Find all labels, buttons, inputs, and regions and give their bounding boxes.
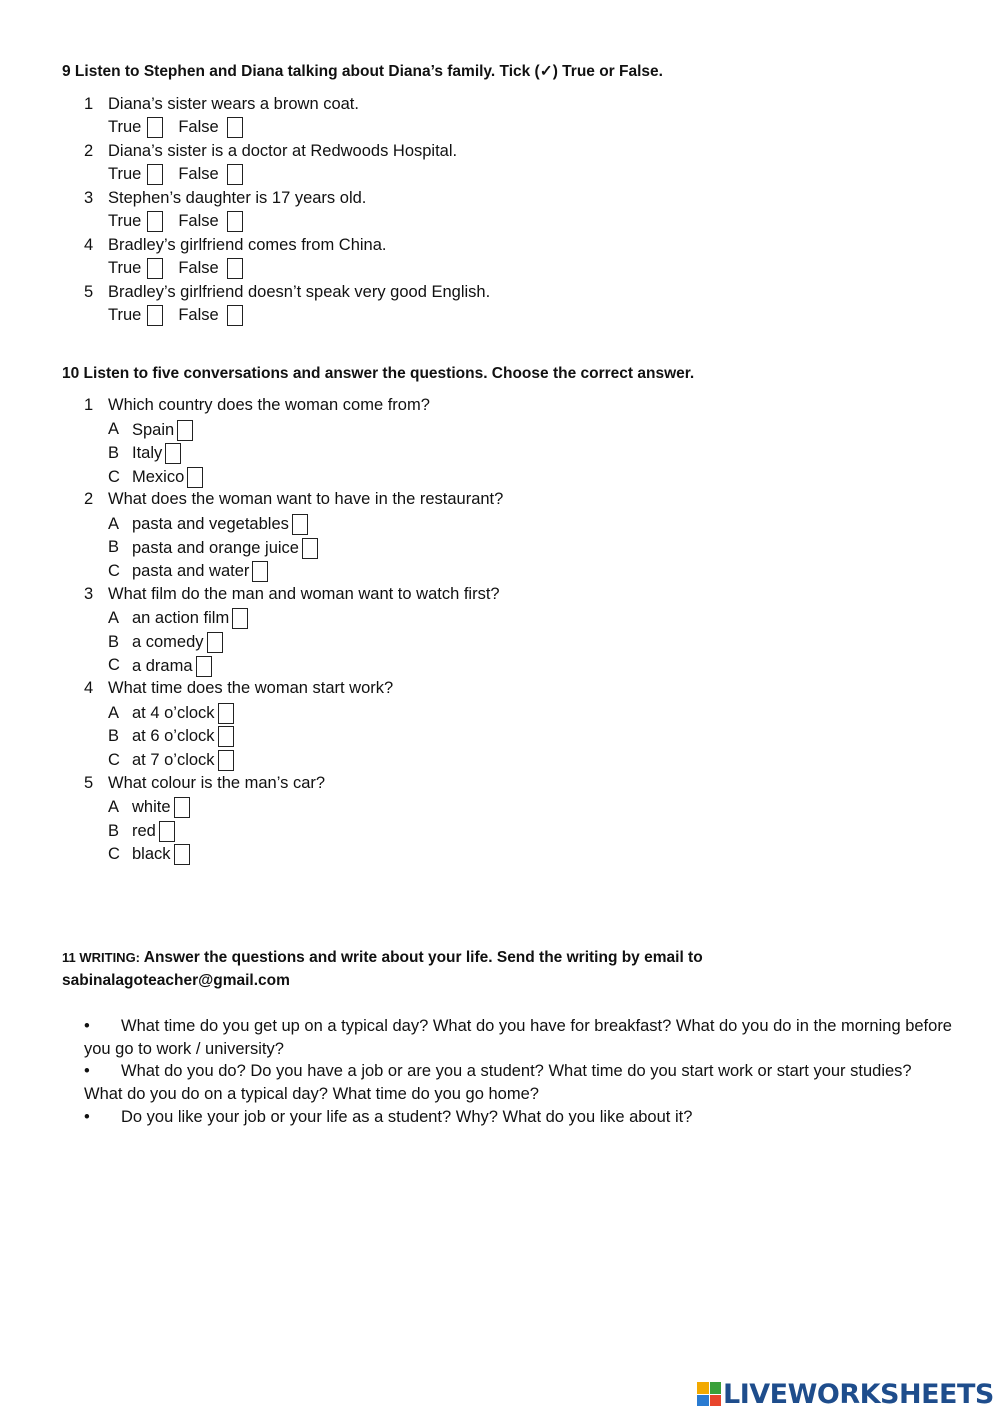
true-checkbox[interactable] bbox=[147, 305, 163, 326]
question-text: Bradley’s girlfriend doesn’t speak very good English. bbox=[108, 283, 491, 301]
bullet-text: What do you do? Do you have a job or are you a student? What time do you start work or start your studies? What do you do on a typical day? What time do you go home? bbox=[84, 1062, 912, 1103]
option-checkbox[interactable] bbox=[252, 561, 268, 582]
option-checkbox[interactable] bbox=[177, 420, 193, 441]
writing-instruction: Answer the questions and write about your life. Send the writing by email to bbox=[143, 949, 703, 966]
option-text: pasta and vegetables bbox=[132, 514, 289, 533]
logo-text: LIVEWORKSHEETS bbox=[723, 1378, 994, 1410]
false-label: False bbox=[178, 164, 219, 183]
answer-option bbox=[108, 632, 223, 653]
answer-option bbox=[108, 656, 212, 677]
question-text: What film do the man and woman want to watch first? bbox=[108, 584, 500, 603]
option-text: a comedy bbox=[132, 632, 204, 651]
liveworksheets-logo bbox=[697, 1379, 994, 1409]
question-number: 2 bbox=[84, 490, 94, 509]
option-checkbox[interactable] bbox=[207, 632, 223, 653]
option-letter: A bbox=[108, 420, 120, 439]
option-checkbox[interactable] bbox=[218, 703, 234, 724]
question-number: 1 bbox=[84, 396, 94, 414]
answer-option bbox=[108, 467, 203, 488]
question-number: 1 bbox=[84, 95, 94, 113]
option-letter: C bbox=[108, 467, 120, 486]
writing-bullet-item bbox=[84, 1060, 954, 1106]
option-text: pasta and water bbox=[132, 562, 250, 581]
option-text: black bbox=[132, 845, 171, 864]
false-checkbox[interactable] bbox=[227, 117, 243, 138]
option-text: at 6 o’clock bbox=[132, 727, 215, 746]
false-label: False bbox=[178, 117, 219, 136]
writing-bullet-item bbox=[84, 1015, 954, 1061]
answer-option bbox=[108, 538, 318, 559]
question-number: 4 bbox=[84, 236, 94, 254]
bullet-text: What time do you get up on a typical day? What do you have for breakfast? What do you do in the morning before you go to work / university? bbox=[84, 1017, 952, 1058]
true-label: True bbox=[108, 211, 142, 230]
option-checkbox[interactable] bbox=[174, 797, 190, 818]
option-text: an action film bbox=[132, 609, 230, 628]
false-checkbox[interactable] bbox=[227, 258, 243, 279]
false-label: False bbox=[178, 211, 219, 230]
true-false-row bbox=[108, 117, 243, 138]
true-checkbox[interactable] bbox=[147, 211, 163, 232]
option-letter: C bbox=[108, 845, 120, 864]
question-text: Diana’s sister wears a brown coat. bbox=[108, 95, 359, 113]
question-text: Which country does the woman come from? bbox=[108, 396, 430, 414]
question-text: What does the woman want to have in the restaurant? bbox=[108, 490, 504, 509]
false-checkbox[interactable] bbox=[227, 305, 243, 326]
option-checkbox[interactable] bbox=[165, 443, 181, 464]
option-checkbox[interactable] bbox=[196, 656, 212, 677]
option-text: white bbox=[132, 798, 171, 817]
answer-option bbox=[108, 750, 234, 771]
writing-bullet-item bbox=[84, 1106, 954, 1129]
true-checkbox[interactable] bbox=[147, 258, 163, 279]
section-10-heading: 10 Listen to five conversations and answer the questions. Choose the correct answer. bbox=[62, 365, 695, 382]
answer-option bbox=[108, 608, 248, 629]
writing-email: sabinalagoteacher@gmail.com bbox=[62, 972, 290, 989]
false-label: False bbox=[178, 305, 219, 324]
option-letter: B bbox=[108, 727, 120, 746]
option-checkbox[interactable] bbox=[174, 844, 190, 865]
question-text: What time does the woman start work? bbox=[108, 679, 394, 698]
question-number: 2 bbox=[84, 142, 94, 160]
question-text: Stephen’s daughter is 17 years old. bbox=[108, 189, 367, 207]
question-number: 3 bbox=[84, 584, 94, 603]
option-letter: A bbox=[108, 798, 120, 817]
option-letter: A bbox=[108, 703, 120, 722]
bullet-icon: • bbox=[84, 1017, 90, 1035]
true-false-row bbox=[108, 305, 243, 326]
option-text: red bbox=[132, 821, 156, 840]
section-9-heading: 9 Listen to Stephen and Diana talking about Diana’s family. Tick (✓) True or False. bbox=[62, 63, 663, 80]
option-text: Spain bbox=[132, 420, 175, 439]
question-text: Diana’s sister is a doctor at Redwoods Hospital. bbox=[108, 142, 458, 160]
question-number: 5 bbox=[84, 773, 94, 792]
answer-option bbox=[108, 514, 308, 535]
option-text: Italy bbox=[132, 444, 163, 463]
option-text: a drama bbox=[132, 656, 193, 675]
writing-label: 11 WRITING: bbox=[62, 950, 141, 965]
answer-option bbox=[108, 726, 234, 747]
option-letter: C bbox=[108, 656, 120, 675]
bullet-icon: • bbox=[84, 1062, 90, 1080]
true-checkbox[interactable] bbox=[147, 164, 163, 185]
logo-mark-icon bbox=[697, 1382, 721, 1406]
option-checkbox[interactable] bbox=[218, 750, 234, 771]
option-checkbox[interactable] bbox=[292, 514, 308, 535]
false-checkbox[interactable] bbox=[227, 211, 243, 232]
option-checkbox[interactable] bbox=[302, 538, 318, 559]
question-number: 3 bbox=[84, 189, 94, 207]
answer-option bbox=[108, 844, 190, 865]
bullet-icon: • bbox=[84, 1108, 90, 1126]
option-text: pasta and orange juice bbox=[132, 538, 299, 557]
answer-option bbox=[108, 420, 193, 441]
option-letter: A bbox=[108, 514, 120, 533]
question-text: Bradley’s girlfriend comes from China. bbox=[108, 236, 387, 254]
true-checkbox[interactable] bbox=[147, 117, 163, 138]
answer-option bbox=[108, 703, 234, 724]
option-text: at 4 o’clock bbox=[132, 703, 215, 722]
option-letter: B bbox=[108, 444, 120, 463]
option-checkbox[interactable] bbox=[232, 608, 248, 629]
option-checkbox[interactable] bbox=[187, 467, 203, 488]
true-label: True bbox=[108, 117, 142, 136]
option-letter: B bbox=[108, 538, 120, 557]
option-letter: B bbox=[108, 632, 120, 651]
option-text: Mexico bbox=[132, 467, 185, 486]
option-letter: C bbox=[108, 750, 120, 769]
question-number: 4 bbox=[84, 679, 94, 698]
false-label: False bbox=[178, 258, 219, 277]
false-checkbox[interactable] bbox=[227, 164, 243, 185]
option-checkbox[interactable] bbox=[159, 821, 175, 842]
option-letter: C bbox=[108, 562, 120, 581]
section-11-heading bbox=[62, 946, 942, 992]
true-false-row bbox=[108, 164, 243, 185]
option-letter: B bbox=[108, 821, 120, 840]
question-number: 5 bbox=[84, 283, 94, 301]
true-false-row bbox=[108, 211, 243, 232]
bullet-text: Do you like your job or your life as a student? Why? What do you like about it? bbox=[121, 1108, 693, 1126]
true-false-row bbox=[108, 258, 243, 279]
answer-option bbox=[108, 821, 175, 842]
option-text: at 7 o’clock bbox=[132, 750, 215, 769]
answer-option bbox=[108, 797, 190, 818]
answer-option bbox=[108, 443, 181, 464]
true-label: True bbox=[108, 305, 142, 324]
option-checkbox[interactable] bbox=[218, 726, 234, 747]
option-letter: A bbox=[108, 609, 120, 628]
question-text: What colour is the man’s car? bbox=[108, 773, 326, 792]
true-label: True bbox=[108, 164, 142, 183]
answer-option bbox=[108, 561, 268, 582]
true-label: True bbox=[108, 258, 142, 277]
